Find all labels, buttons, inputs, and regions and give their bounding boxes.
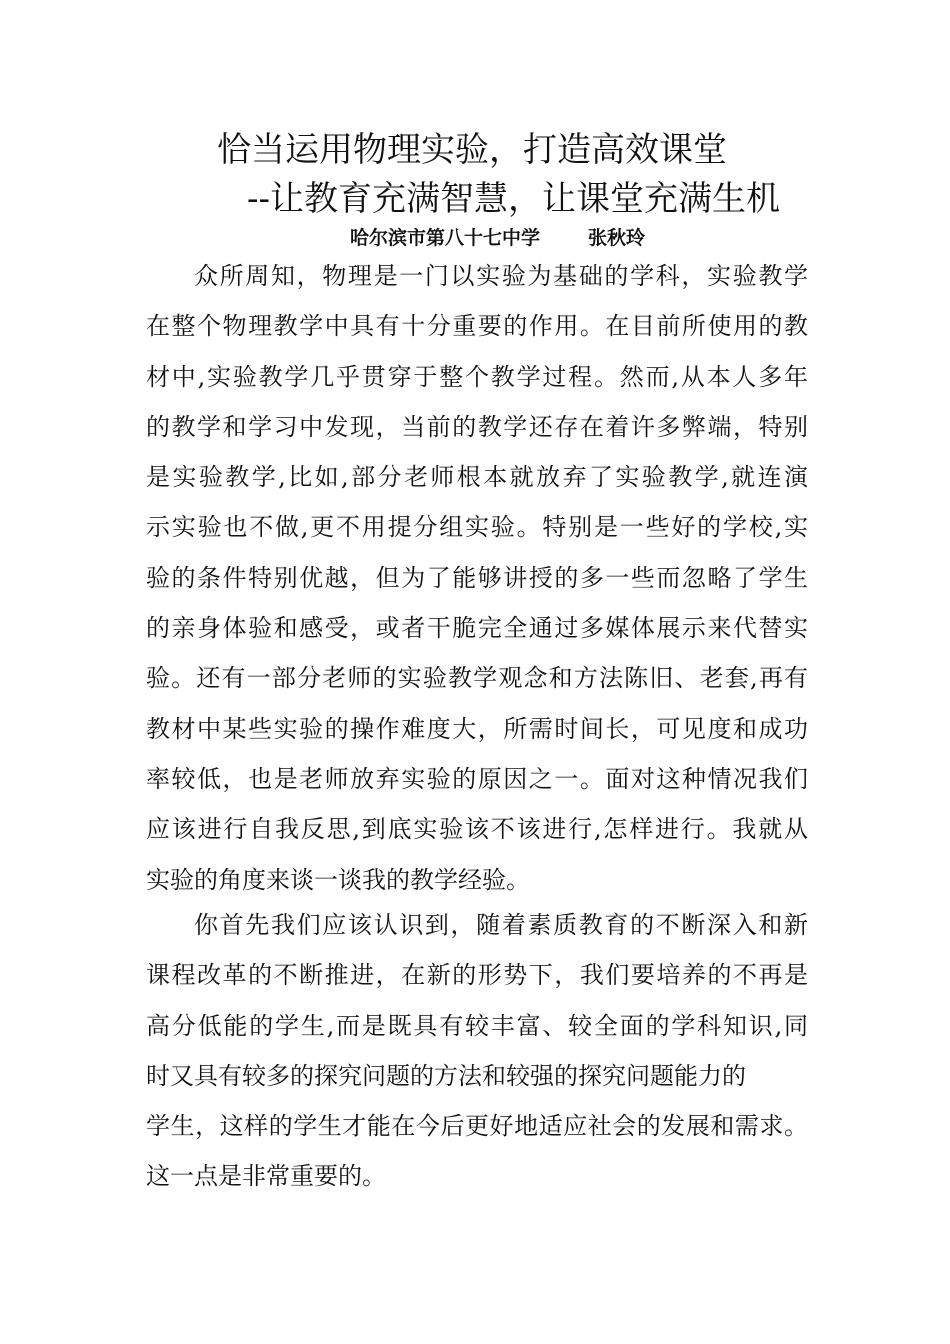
paragraph-2 — [146, 900, 808, 1202]
document-title: 恰当运用物理实验，打造高效课堂 — [217, 130, 727, 170]
paragraph-line: 验。还有一部分老师的实验教学观念和方法陈旧、老套,再有 — [146, 664, 808, 693]
paragraph-1 — [146, 251, 808, 905]
document-subtitle: --让教育充满智慧，让课堂充满生机 — [247, 179, 780, 219]
author-name: 张秋玲 — [588, 227, 646, 249]
paragraph-line: 在整个物理教学中具有十分重要的作用。在目前所使用的教 — [146, 312, 808, 341]
author-line — [350, 226, 645, 250]
paragraph-line: 时又具有较多的探究问题的方法和较强的探究问题能力的 — [146, 1061, 746, 1090]
paragraph-line: 率较低，也是老师放弃实验的原因之一。面对这种情况我们 — [146, 764, 808, 793]
paragraph-line: 应该进行自我反思,到底实验该不该进行,怎样进行。我就从 — [146, 815, 808, 844]
paragraph-line: 示实验也不做,更不用提分组实验。特别是一些好的学校,实 — [146, 513, 808, 542]
paragraph-line: 的教学和学习中发现，当前的教学还存在着许多弊端，特别 — [146, 412, 808, 441]
paragraph-line: 众所周知，物理是一门以实验为基础的学科，实验教学 — [194, 262, 808, 290]
paragraph-line: 这一点是非常重要的。 — [146, 1162, 386, 1191]
paragraph-line: 教材中某些实验的操作难度大，所需时间长，可见度和成功 — [146, 714, 808, 743]
school-name: 哈尔滨市第八十七中学 — [350, 227, 541, 249]
paragraph-line: 课程改革的不断推进，在新的形势下，我们要培养的不再是 — [146, 961, 808, 990]
paragraph-line: 高分低能的学生,而是既具有较丰富、较全面的学科知识,同 — [146, 1011, 808, 1040]
paragraph-line: 实验的角度来谈一谈我的教学经验。 — [146, 865, 530, 894]
paragraph-line: 验的条件特别优越，但为了能够讲授的多一些而忽略了学生 — [146, 563, 808, 592]
paragraph-line: 材中,实验教学几乎贯穿于整个教学过程。然而,从本人多年 — [146, 362, 808, 391]
paragraph-line: 是实验教学,比如,部分老师根本就放弃了实验教学,就连演 — [146, 463, 808, 492]
paragraph-line: 学生，这样的学生才能在今后更好地适应社会的发展和需求。 — [146, 1112, 808, 1141]
paragraph-line: 的亲身体验和感受，或者干脆完全通过多媒体展示来代替实 — [146, 614, 808, 643]
paragraph-line: 你首先我们应该认识到，随着素质教育的不断深入和新 — [194, 911, 808, 939]
